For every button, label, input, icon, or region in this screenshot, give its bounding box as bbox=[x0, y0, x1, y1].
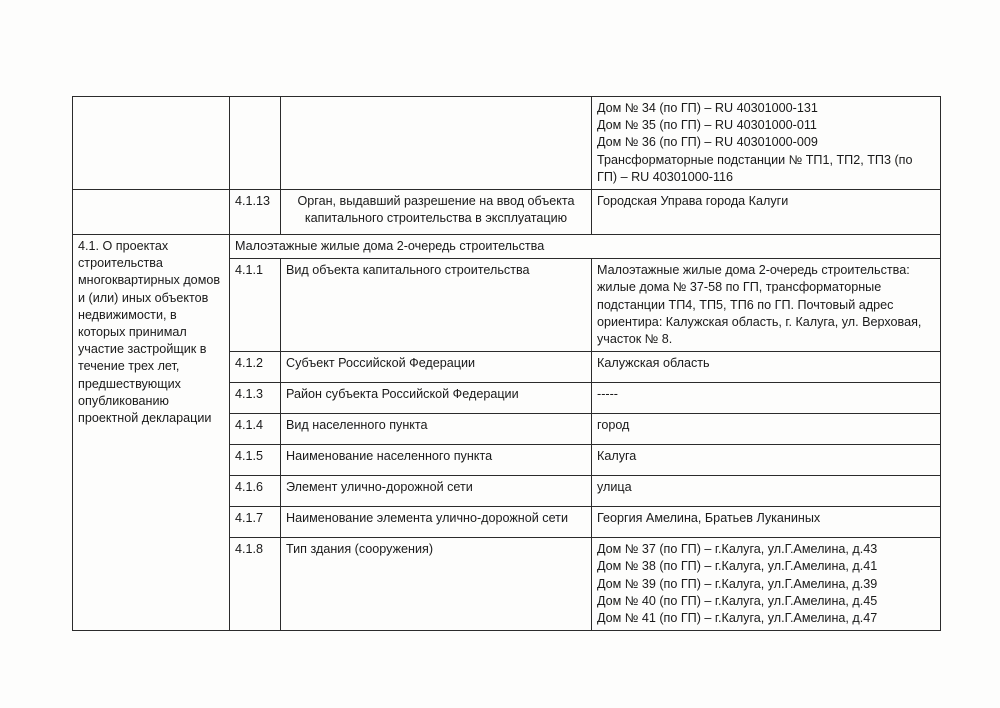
row-value: Георгия Амелина, Братьев Луканиных bbox=[592, 507, 941, 538]
section-label: 4.1. О проектах строительства многоквартирных домов и (или) иных объектов недвижимости, в которых принимал участие застройщик в течение трех лет, предшествующих опубликованию проектной декларации bbox=[73, 235, 230, 631]
row-value: город bbox=[592, 414, 941, 445]
row-number: 4.1.4 bbox=[230, 414, 281, 445]
empty-cell bbox=[281, 97, 592, 190]
row-number: 4.1.5 bbox=[230, 445, 281, 476]
empty-cell bbox=[73, 190, 230, 235]
row-value: Дом № 37 (по ГП) – г.Калуга, ул.Г.Амелина, д.43 Дом № 38 (по ГП) – г.Калуга, ул.Г.Амелина, д.41 Дом № 39 (по ГП) – г.Калуга, ул.Г.Амелина, д.39 Дом № 40 (по ГП) – г.Калуга, ул.Г.Амелина, д.45 Дом № 41 (по ГП) – г.Калуга, ул.Г.Амелина, д.47 bbox=[592, 538, 941, 631]
row-number: 4.1.8 bbox=[230, 538, 281, 631]
row-label: Наименование населенного пункта bbox=[281, 445, 592, 476]
row-number: 4.1.3 bbox=[230, 383, 281, 414]
row-number: 4.1.1 bbox=[230, 259, 281, 352]
row-number: 4.1.2 bbox=[230, 352, 281, 383]
row-number: 4.1.13 bbox=[230, 190, 281, 235]
row-value: Малоэтажные жилые дома 2-очередь строительства: жилые дома № 37-58 по ГП, трансформаторные подстанции ТП4, ТП5, ТП6 по ГП. Почтовый адрес ориентира: Калужская область, г. Калуга, ул. Верховая, участок № 8. bbox=[592, 259, 941, 352]
empty-cell bbox=[73, 97, 230, 190]
row-value: Калуга bbox=[592, 445, 941, 476]
row-value: Городская Управа города Калуги bbox=[592, 190, 941, 235]
permit-list: Дом № 34 (по ГП) – RU 40301000-131 Дом № 35 (по ГП) – RU 40301000-011 Дом № 36 (по ГП) – RU 40301000-009 Трансформаторные подстанции № ТП1, ТП2, ТП3 (по ГП) – RU 40301000-116 bbox=[592, 97, 941, 190]
row-label: Тип здания (сооружения) bbox=[281, 538, 592, 631]
row-value: ----- bbox=[592, 383, 941, 414]
row-value: Калужская область bbox=[592, 352, 941, 383]
row-label: Субъект Российской Федерации bbox=[281, 352, 592, 383]
section-subheader: Малоэтажные жилые дома 2-очередь строительства bbox=[230, 235, 941, 259]
declaration-table bbox=[72, 96, 941, 631]
row-value: улица bbox=[592, 476, 941, 507]
row-label: Район субъекта Российской Федерации bbox=[281, 383, 592, 414]
row-label: Наименование элемента улично-дорожной сети bbox=[281, 507, 592, 538]
table-row bbox=[73, 235, 941, 259]
row-number: 4.1.6 bbox=[230, 476, 281, 507]
row-label: Вид населенного пункта bbox=[281, 414, 592, 445]
row-label: Элемент улично-дорожной сети bbox=[281, 476, 592, 507]
row-number: 4.1.7 bbox=[230, 507, 281, 538]
table-row bbox=[73, 190, 941, 235]
row-label: Вид объекта капитального строительства bbox=[281, 259, 592, 352]
row-label: Орган, выдавший разрешение на ввод объекта капитального строительства в эксплуатацию bbox=[281, 190, 592, 235]
empty-cell bbox=[230, 97, 281, 190]
table-row bbox=[73, 97, 941, 190]
